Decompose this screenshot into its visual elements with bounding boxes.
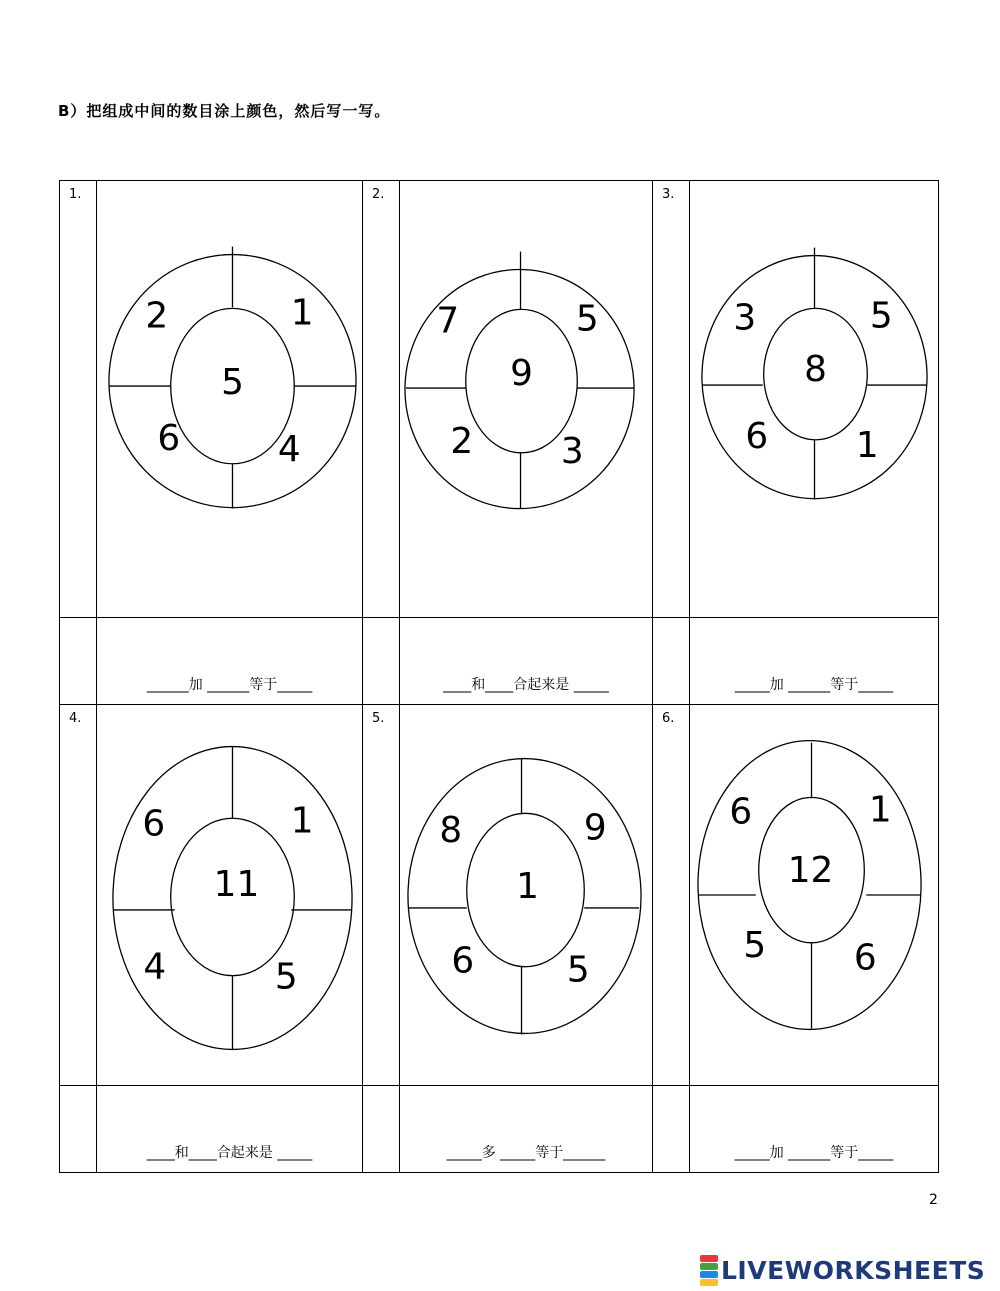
answer-sentence[interactable]: _____多 _____等于______ xyxy=(400,1086,653,1173)
problem-number-cell xyxy=(363,705,400,1086)
number-top-left[interactable]: 3 xyxy=(733,297,757,339)
center-number[interactable]: 9 xyxy=(510,353,533,395)
empty-cell xyxy=(60,618,97,705)
number-bottom-left[interactable]: 2 xyxy=(450,420,474,462)
problem-figure[interactable] xyxy=(400,181,653,618)
problem-number: 1. xyxy=(69,187,82,202)
center-number[interactable]: 5 xyxy=(221,362,244,404)
problem-figure[interactable] xyxy=(97,705,363,1086)
empty-cell xyxy=(653,618,690,705)
number-top-left[interactable]: 6 xyxy=(142,803,166,845)
number-bottom-left[interactable]: 6 xyxy=(451,940,475,982)
number-bottom-left[interactable]: 6 xyxy=(745,415,769,457)
figure-row-1 xyxy=(60,181,939,618)
number-bottom-right[interactable]: 1 xyxy=(855,424,879,466)
problem-number: 6. xyxy=(662,711,675,726)
number-bond-diagram xyxy=(400,705,652,1085)
problem-number-cell xyxy=(363,181,400,618)
empty-cell xyxy=(60,1086,97,1173)
logo-bar xyxy=(700,1263,718,1270)
answer-sentence[interactable]: ____和____合起来是 _____ xyxy=(97,1086,363,1173)
number-top-left[interactable]: 7 xyxy=(436,300,460,342)
number-bond-diagram xyxy=(97,181,362,617)
logo-bar xyxy=(700,1271,718,1278)
page-number: 2 xyxy=(929,1192,938,1208)
number-bottom-left[interactable]: 5 xyxy=(743,924,767,966)
number-bond-diagram xyxy=(690,181,938,617)
answer-row-2 xyxy=(60,1086,939,1173)
problem-figure[interactable] xyxy=(400,705,653,1086)
number-top-right[interactable]: 5 xyxy=(575,298,599,340)
problem-number: 5. xyxy=(372,711,385,726)
answer-sentence[interactable]: ____和____合起来是 _____ xyxy=(400,618,653,705)
number-bond-diagram xyxy=(97,705,362,1085)
answer-sentence[interactable]: ______加 ______等于_____ xyxy=(97,618,363,705)
problem-number: 3. xyxy=(662,187,675,202)
number-bottom-right[interactable]: 5 xyxy=(274,956,298,998)
number-bottom-left[interactable]: 6 xyxy=(157,417,181,459)
problem-number-cell xyxy=(653,705,690,1086)
instruction-text: B）把组成中间的数目涂上颜色，然后写一写。 xyxy=(58,102,391,120)
number-top-right[interactable]: 1 xyxy=(868,789,892,831)
number-bottom-right[interactable]: 4 xyxy=(277,428,301,470)
figure-row-2 xyxy=(60,705,939,1086)
number-top-right[interactable]: 9 xyxy=(583,807,607,849)
empty-cell xyxy=(363,1086,400,1173)
number-bottom-right[interactable]: 5 xyxy=(566,949,590,991)
empty-cell xyxy=(363,618,400,705)
problem-figure[interactable] xyxy=(690,705,939,1086)
number-top-right[interactable]: 1 xyxy=(290,800,314,842)
number-bottom-left[interactable]: 4 xyxy=(143,946,167,988)
center-number[interactable]: 8 xyxy=(804,349,827,391)
center-number[interactable]: 11 xyxy=(213,864,260,906)
number-top-left[interactable]: 6 xyxy=(729,791,753,833)
worksheet-table xyxy=(59,180,939,1173)
answer-sentence[interactable]: _____加 ______等于_____ xyxy=(690,1086,939,1173)
number-bottom-right[interactable]: 6 xyxy=(853,937,877,979)
number-bottom-right[interactable]: 3 xyxy=(560,430,584,472)
logo-text: LIVEWORKSHEETS xyxy=(721,1255,986,1285)
problem-number-cell xyxy=(653,181,690,618)
liveworksheets-logo xyxy=(700,1253,985,1287)
problem-number-cell xyxy=(60,181,97,618)
logo-bar xyxy=(700,1279,718,1286)
logo-mark-icon xyxy=(700,1255,718,1286)
problem-figure[interactable] xyxy=(690,181,939,618)
problem-number: 2. xyxy=(372,187,385,202)
answer-sentence[interactable]: _____加 ______等于_____ xyxy=(690,618,939,705)
number-bond-diagram xyxy=(690,705,938,1085)
center-number[interactable]: 12 xyxy=(787,850,834,892)
center-number[interactable]: 1 xyxy=(516,866,539,908)
number-top-right[interactable]: 5 xyxy=(869,295,893,337)
empty-cell xyxy=(653,1086,690,1173)
number-top-left[interactable]: 2 xyxy=(145,295,169,337)
problem-figure[interactable] xyxy=(97,181,363,618)
number-top-right[interactable]: 1 xyxy=(290,292,314,334)
logo-bar xyxy=(700,1255,718,1262)
problem-number: 4. xyxy=(69,711,82,726)
number-top-left[interactable]: 8 xyxy=(439,810,463,852)
problem-number-cell xyxy=(60,705,97,1086)
number-bond-diagram xyxy=(400,181,652,617)
answer-row-1 xyxy=(60,618,939,705)
